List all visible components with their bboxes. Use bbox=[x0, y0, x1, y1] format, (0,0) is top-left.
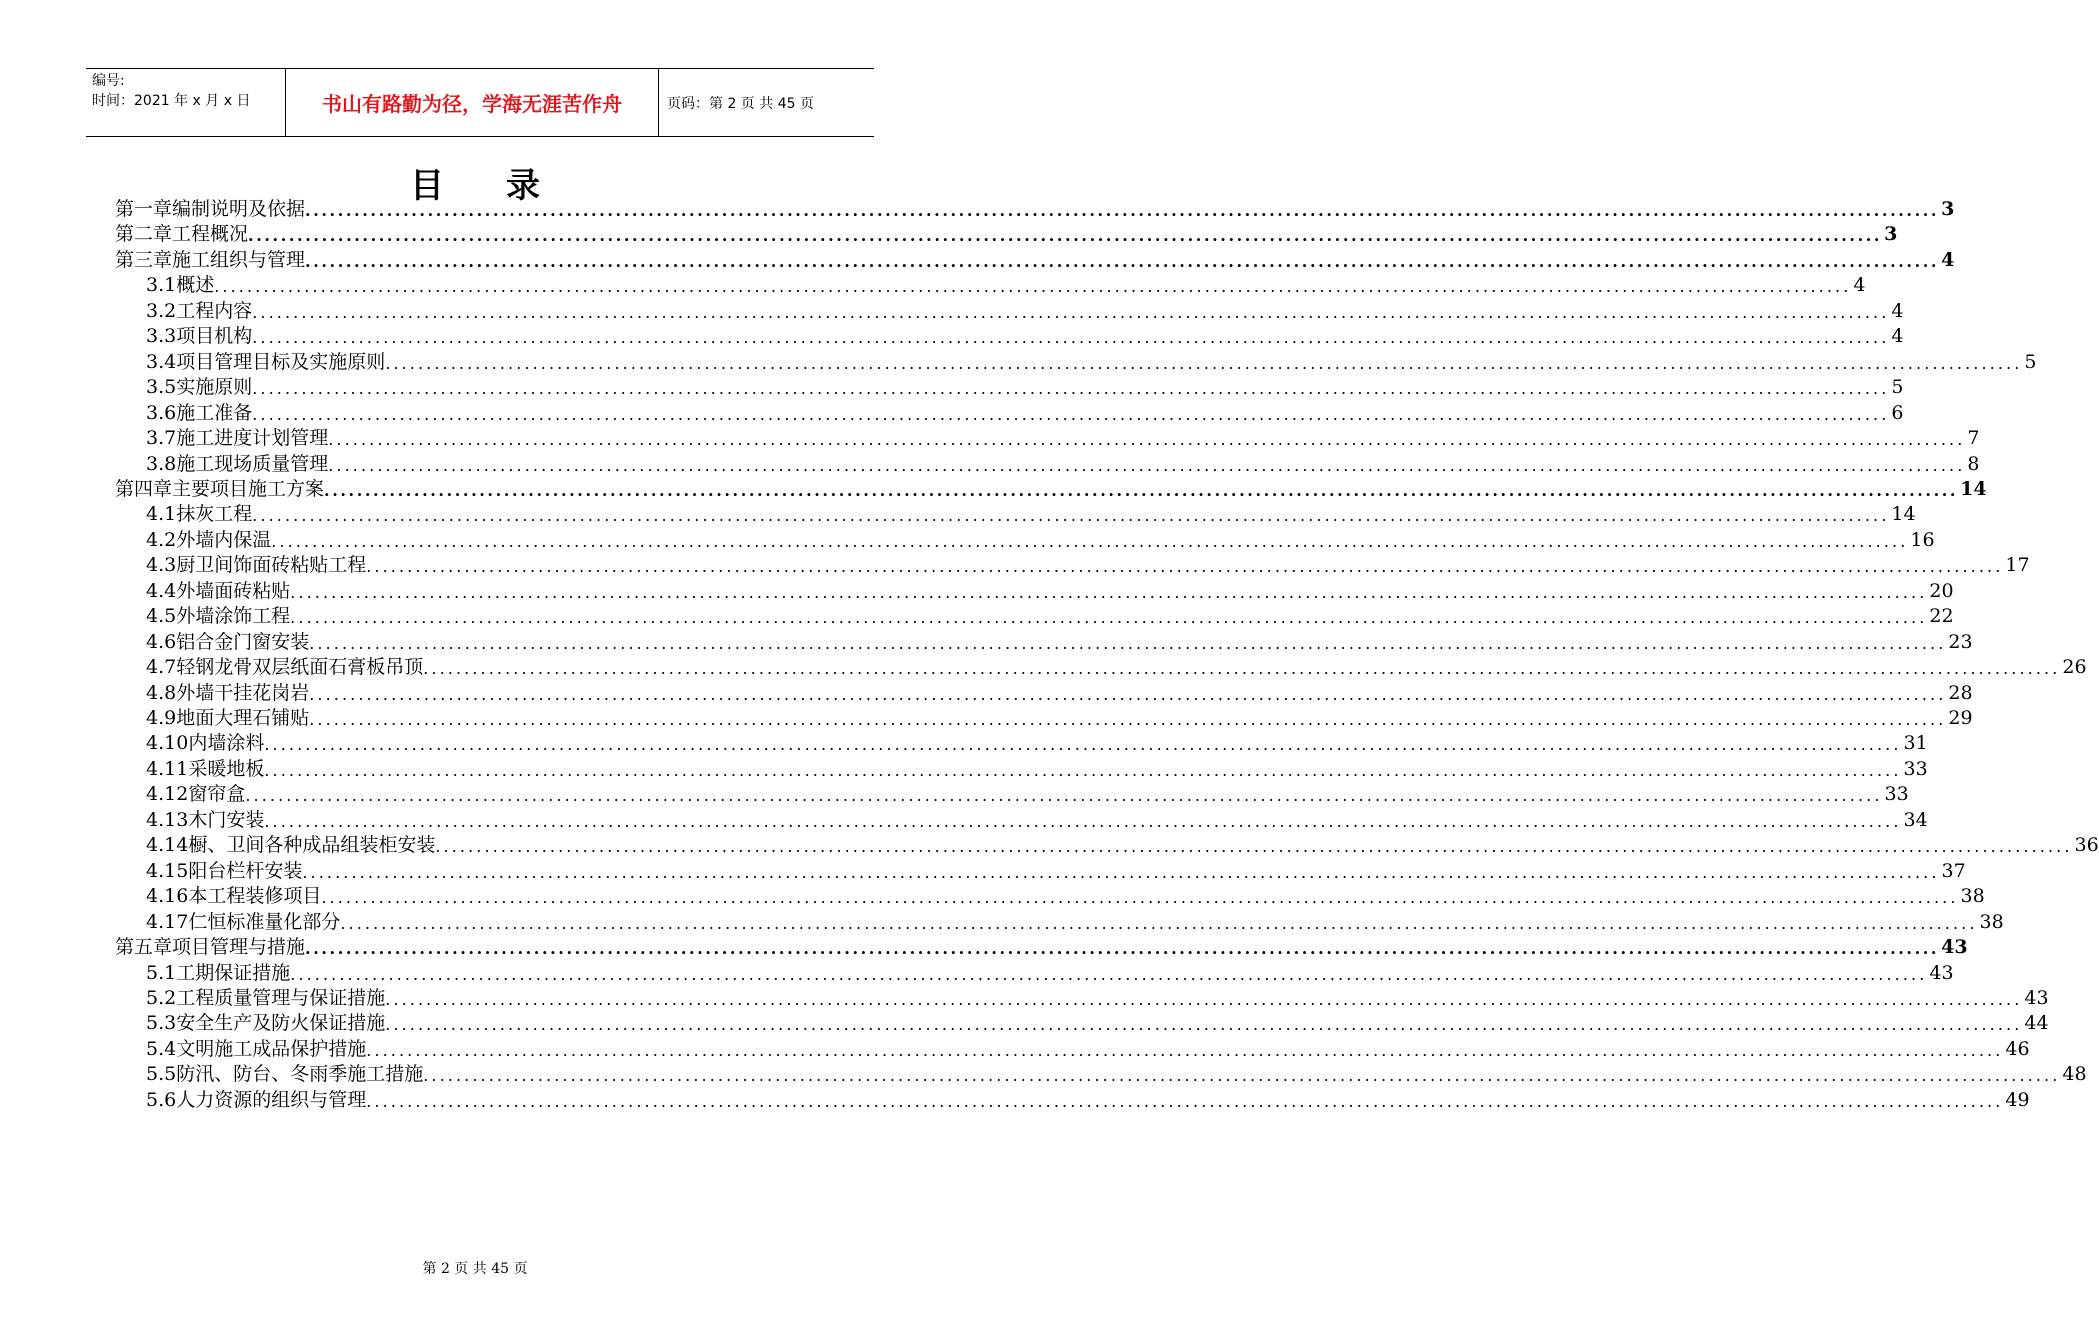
header-page-label: 页码：第 2 页 共 45 页 bbox=[667, 95, 814, 112]
page-footer: 第 2 页 共 45 页 bbox=[422, 1261, 528, 1277]
toc-entry-number: 3.7 bbox=[146, 427, 177, 450]
toc-entry-number: 5.4 bbox=[146, 1037, 177, 1060]
toc-entry-page: 43 bbox=[1941, 936, 1968, 959]
toc-leader-dots: ........................................................................................................................................................................................................ bbox=[252, 328, 1890, 348]
toc-entry bbox=[115, 477, 1987, 502]
toc-entry-page: 3 bbox=[1884, 223, 1898, 246]
toc-entry bbox=[146, 655, 2087, 680]
toc-entry bbox=[146, 859, 1966, 884]
toc-leader-dots: ........................................................................................................................................................................................................ bbox=[435, 837, 2073, 857]
toc-entry bbox=[146, 731, 1928, 756]
toc-entry-title: 窗帘盒 bbox=[188, 783, 246, 806]
toc-entry bbox=[146, 375, 1904, 400]
toc-entry-page: 38 bbox=[1960, 885, 1985, 908]
toc-leader-dots: ........................................................................................................................................................................................................ bbox=[309, 633, 1947, 653]
toc-entry-number: 5.6 bbox=[146, 1088, 177, 1111]
toc-entry bbox=[115, 935, 1968, 960]
toc-entry-title: 概述 bbox=[176, 274, 215, 297]
toc-entry bbox=[146, 1011, 2049, 1036]
toc-entry-page: 36 bbox=[2074, 834, 2099, 857]
toc-entry-number: 4.13 bbox=[146, 808, 189, 831]
toc-entry-number: 5.2 bbox=[146, 986, 177, 1009]
toc-entry-title: 本工程装修项目 bbox=[188, 885, 322, 908]
toc-entry-title: 橱、卫间各种成品组装柜安装 bbox=[188, 834, 436, 857]
document-header bbox=[86, 68, 874, 137]
toc-leader-dots: ........................................................................................................................................................................................................ bbox=[328, 430, 1966, 450]
toc-entry bbox=[146, 1037, 2030, 1062]
toc-entry-title: 铝合金门窗安装 bbox=[176, 630, 310, 653]
toc-entry-title: 外墙面砖粘贴 bbox=[176, 579, 291, 602]
toc-entry-page: 4 bbox=[1853, 274, 1866, 297]
toc-entry bbox=[146, 579, 1954, 604]
toc-entry bbox=[146, 757, 1928, 782]
toc-entry bbox=[146, 706, 1973, 731]
toc-entry-title: 阳台栏杆安装 bbox=[188, 859, 303, 882]
toc-entry-number: 5.1 bbox=[146, 961, 177, 984]
toc-entry bbox=[115, 248, 1955, 273]
toc-entry-number: 4.4 bbox=[146, 579, 177, 602]
page-title: 目录 bbox=[410, 166, 602, 206]
toc-entry-title: 工程内容 bbox=[176, 299, 253, 322]
toc-entry-title: 外墙干挂花岗岩 bbox=[176, 681, 310, 704]
toc-entry bbox=[146, 833, 2099, 858]
toc-leader-dots: ........................................................................................................................................................................................................ bbox=[385, 353, 2023, 373]
toc-entry-title: 施工准备 bbox=[176, 401, 253, 424]
toc-leader-dots: ........................................................................................................................................................................................................ bbox=[252, 379, 1890, 399]
toc-entry-number: 4.16 bbox=[146, 885, 189, 908]
toc-entry-number: 第五章 bbox=[115, 936, 173, 959]
toc-leader-dots: ........................................................................................................................................................................................................ bbox=[290, 608, 1928, 628]
toc-entry-number: 第四章 bbox=[115, 477, 173, 500]
toc-entry bbox=[146, 604, 1954, 629]
toc-leader-dots: ........................................................................................................................................................................................................ bbox=[214, 277, 1852, 297]
toc-entry-number: 4.1 bbox=[146, 503, 177, 526]
toc-entry-title: 项目管理目标及实施原则 bbox=[176, 350, 386, 373]
toc-entry-number: 4.6 bbox=[146, 630, 177, 653]
toc-leader-dots: ........................................................................................................................................................................................................ bbox=[305, 201, 1940, 220]
toc-entry-page: 33 bbox=[1903, 757, 1928, 780]
toc-entry bbox=[146, 553, 2030, 578]
toc-entry-number: 4.15 bbox=[146, 859, 189, 882]
toc-entry-number: 4.17 bbox=[146, 910, 189, 933]
toc-leader-dots: ........................................................................................................................................................................................................ bbox=[309, 684, 1947, 704]
toc-leader-dots: ........................................................................................................................................................................................................ bbox=[252, 302, 1890, 322]
toc-entry bbox=[146, 961, 1954, 986]
toc-entry-title: 木门安装 bbox=[188, 808, 265, 831]
toc-entry-number: 4.2 bbox=[146, 528, 177, 551]
toc-leader-dots: ........................................................................................................................................................................................................ bbox=[309, 710, 1947, 729]
toc-leader-dots: ........................................................................................................................................................................................................ bbox=[252, 404, 1890, 424]
toc-entry-page: 31 bbox=[1903, 732, 1928, 755]
toc-entry bbox=[146, 273, 1866, 298]
toc-entry bbox=[146, 299, 1904, 324]
toc-entry-page: 38 bbox=[1979, 910, 2004, 933]
toc-entry-page: 5 bbox=[2024, 350, 2037, 373]
toc-entry-number: 4.7 bbox=[146, 656, 177, 679]
toc-entry-title: 工程概况 bbox=[172, 223, 249, 246]
toc-leader-dots: ........................................................................................................................................................................................................ bbox=[423, 1066, 2061, 1086]
toc-leader-dots: ........................................................................................................................................................................................................ bbox=[264, 735, 1902, 755]
toc-entry-page: 43 bbox=[2024, 986, 2049, 1009]
toc-entry bbox=[146, 1088, 2030, 1113]
toc-entry-title: 仁恒标准量化部分 bbox=[188, 910, 341, 933]
toc-entry-number: 3.2 bbox=[146, 299, 177, 322]
toc-entry-title: 编制说明及依据 bbox=[172, 198, 306, 220]
toc-entry-page: 8 bbox=[1967, 452, 1980, 475]
toc-entry-number: 4.8 bbox=[146, 681, 177, 704]
toc-leader-dots: ........................................................................................................................................................................................................ bbox=[264, 811, 1902, 831]
toc-entry-title: 文明施工成品保护措施 bbox=[176, 1037, 367, 1060]
toc-entry bbox=[146, 808, 1928, 833]
toc-entry-page: 22 bbox=[1929, 605, 1954, 628]
toc-entry-page: 43 bbox=[1929, 961, 1954, 984]
toc-entry-title: 轻钢龙骨双层纸面石膏板吊顶 bbox=[176, 656, 424, 679]
toc-entry-page: 7 bbox=[1967, 427, 1980, 450]
toc-entry bbox=[146, 426, 1980, 451]
toc-entry-number: 3.3 bbox=[146, 325, 177, 348]
toc-entry bbox=[146, 452, 1980, 477]
toc-entry bbox=[146, 528, 1935, 553]
toc-entry-number: 4.5 bbox=[146, 605, 177, 628]
toc-entry-page: 20 bbox=[1929, 579, 1954, 602]
toc-leader-dots: ........................................................................................................................................................................................................ bbox=[290, 582, 1928, 602]
toc-entry-title: 项目管理与措施 bbox=[172, 936, 306, 959]
toc-entry-number: 3.8 bbox=[146, 452, 177, 475]
toc-entry bbox=[146, 681, 1973, 706]
toc-leader-dots: ........................................................................................................................................................................................................ bbox=[290, 964, 1928, 984]
toc-entry-title: 内墙涂料 bbox=[188, 732, 265, 755]
toc-entry-page: 46 bbox=[2005, 1037, 2030, 1060]
toc-entry-number: 4.11 bbox=[146, 757, 189, 780]
toc-entry-page: 5 bbox=[1891, 376, 1904, 399]
toc-entry-page: 4 bbox=[1941, 248, 1955, 271]
toc-entry-number: 5.5 bbox=[146, 1063, 177, 1086]
toc-entry-page: 6 bbox=[1891, 401, 1904, 424]
toc-entry-page: 4 bbox=[1891, 299, 1904, 322]
toc-entry-title: 人力资源的组织与管理 bbox=[176, 1088, 367, 1111]
toc-entry-title: 工程质量管理与保证措施 bbox=[176, 986, 386, 1009]
toc-leader-dots: ........................................................................................................................................................................................................ bbox=[264, 760, 1902, 780]
toc-entry-title: 工期保证措施 bbox=[176, 961, 291, 984]
toc-entry-page: 34 bbox=[1903, 808, 1928, 831]
toc-entry bbox=[115, 197, 1955, 222]
serial-label: 编号: bbox=[92, 73, 125, 89]
toc-entry-page: 49 bbox=[2005, 1088, 2030, 1111]
toc-entry-page: 14 bbox=[1891, 503, 1916, 526]
toc-entry bbox=[146, 502, 1916, 527]
toc-entry-number: 4.12 bbox=[146, 783, 189, 806]
toc-entry-title: 外墙内保温 bbox=[176, 528, 272, 551]
toc-leader-dots: ........................................................................................................................................................................................................ bbox=[248, 226, 1883, 246]
toc-entry bbox=[146, 324, 1904, 349]
time-label: 时间：2021 年 x 月 x 日 bbox=[92, 93, 251, 109]
toc-entry-title: 实施原则 bbox=[176, 376, 253, 399]
toc-leader-dots: ........................................................................................................................................................................................................ bbox=[302, 862, 1940, 882]
toc-entry-page: 26 bbox=[2062, 656, 2087, 679]
toc-entry-number: 4.14 bbox=[146, 834, 189, 857]
toc-entry-page: 14 bbox=[1960, 477, 1987, 500]
toc-entry bbox=[146, 782, 1909, 807]
toc-entry-page: 4 bbox=[1891, 325, 1904, 348]
toc-entry-page: 44 bbox=[2024, 1012, 2049, 1035]
toc-entry-number: 3.1 bbox=[146, 274, 177, 297]
toc-entry-title: 施工进度计划管理 bbox=[176, 427, 329, 450]
toc-entry-page: 48 bbox=[2062, 1063, 2087, 1086]
toc-leader-dots: ........................................................................................................................................................................................................ bbox=[340, 913, 1978, 933]
toc-entry bbox=[146, 350, 2037, 375]
toc-entry bbox=[115, 222, 1898, 247]
toc-entry-page: 29 bbox=[1948, 707, 1973, 729]
toc-entry-title: 外墙涂饰工程 bbox=[176, 605, 291, 628]
toc-entry-page: 37 bbox=[1941, 859, 1966, 882]
toc-entry bbox=[146, 1062, 2087, 1087]
toc-entry-page: 16 bbox=[1910, 528, 1935, 551]
toc-entry-title: 施工现场质量管理 bbox=[176, 452, 329, 475]
toc-leader-dots: ........................................................................................................................................................................................................ bbox=[366, 557, 2004, 577]
toc-leader-dots: ........................................................................................................................................................................................................ bbox=[271, 531, 1909, 551]
header-meta bbox=[86, 69, 286, 136]
toc-entry-title: 地面大理石铺贴 bbox=[176, 707, 310, 729]
toc-entry-title: 主要项目施工方案 bbox=[172, 477, 325, 500]
toc-entry-number: 第二章 bbox=[115, 223, 173, 246]
toc-entry bbox=[146, 986, 2049, 1011]
toc-entry-number: 3.6 bbox=[146, 401, 177, 424]
toc-entry-number: 第三章 bbox=[115, 248, 173, 271]
toc-leader-dots: ........................................................................................................................................................................................................ bbox=[328, 455, 1966, 475]
toc-entry-page: 33 bbox=[1884, 783, 1909, 806]
toc-entry-title: 抹灰工程 bbox=[176, 503, 253, 526]
toc-entry bbox=[146, 630, 1973, 655]
toc-leader-dots: ........................................................................................................................................................................................................ bbox=[423, 659, 2061, 679]
toc-entry-title: 施工组织与管理 bbox=[172, 248, 306, 271]
toc-entry-page: 28 bbox=[1948, 681, 1973, 704]
toc-entry-number: 第一章 bbox=[115, 198, 173, 220]
toc-leader-dots: ........................................................................................................................................................................................................ bbox=[245, 786, 1883, 806]
toc-entry-page: 23 bbox=[1948, 630, 1973, 653]
header-motto: 书山有路勤为径，学海无涯苦作舟 bbox=[286, 69, 659, 136]
toc-leader-dots: ........................................................................................................................................................................................................ bbox=[252, 506, 1890, 526]
toc-entry-page: 17 bbox=[2005, 554, 2030, 577]
toc-entry-page: 3 bbox=[1941, 198, 1955, 220]
toc-entry-number: 5.3 bbox=[146, 1012, 177, 1035]
toc-leader-dots: ........................................................................................................................................................................................................ bbox=[305, 251, 1940, 271]
toc-leader-dots: ........................................................................................................................................................................................................ bbox=[305, 939, 1940, 959]
toc-entry-title: 防汛、防台、冬雨季施工措施 bbox=[176, 1063, 424, 1086]
toc-entry-title: 采暖地板 bbox=[188, 757, 265, 780]
toc-leader-dots: ........................................................................................................................................................................................................ bbox=[324, 480, 1959, 500]
toc-entry-number: 4.3 bbox=[146, 554, 177, 577]
toc-entry bbox=[146, 884, 1985, 909]
toc-leader-dots: ........................................................................................................................................................................................................ bbox=[366, 1091, 2004, 1111]
toc-leader-dots: ........................................................................................................................................................................................................ bbox=[321, 888, 1959, 908]
toc-entry-number: 4.10 bbox=[146, 732, 189, 755]
toc-entry-title: 安全生产及防火保证措施 bbox=[176, 1012, 386, 1035]
toc-entry-title: 项目机构 bbox=[176, 325, 253, 348]
toc-entry-number: 3.5 bbox=[146, 376, 177, 399]
toc-entry bbox=[146, 910, 2004, 935]
toc-leader-dots: ........................................................................................................................................................................................................ bbox=[385, 989, 2023, 1009]
toc-entry-number: 3.4 bbox=[146, 350, 177, 373]
toc-entry-title: 厨卫间饰面砖粘贴工程 bbox=[176, 554, 367, 577]
toc-leader-dots: ........................................................................................................................................................................................................ bbox=[385, 1015, 2023, 1035]
toc-entry bbox=[146, 401, 1904, 426]
toc-entry-number: 4.9 bbox=[146, 707, 177, 729]
toc-leader-dots: ........................................................................................................................................................................................................ bbox=[366, 1040, 2004, 1060]
